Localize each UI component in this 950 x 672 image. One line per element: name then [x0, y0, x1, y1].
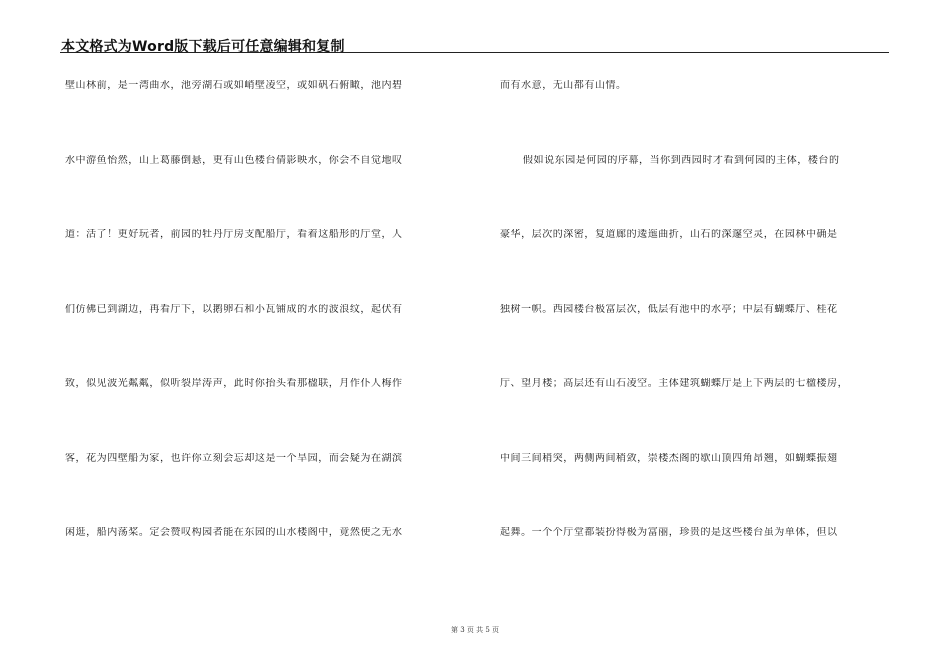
- text-line: 们仿佛已到湖边，再看厅下，以鹅卵石和小瓦铺成的水的波浪纹，起伏有: [65, 303, 403, 315]
- text-line: 壁山林前，是一湾曲水，池旁湖石或如峭壁凌空，或如矾石俯瞰，池内碧: [65, 80, 403, 91]
- text-line: 起舞。一个个厅堂都装扮得极为富丽，珍贵的是这些楼台虽为单体，但以: [500, 527, 838, 538]
- text-line: 道：活了！更好玩者，前园的牡丹厅房支配船厅，看着这船形的厅堂，人: [65, 229, 403, 240]
- text-line: 厅、望月楼；高层还有山石凌空。主体建筑蝴蝶厅是上下两层的七楹楼房，: [500, 378, 849, 389]
- header-divider: [60, 52, 889, 53]
- right-text-column: [500, 80, 890, 602]
- left-text-column: [65, 80, 460, 602]
- paragraph-start-line: 假如说东园是何园的序幕，当你到西园时才看到何园的主体，楼台的: [523, 154, 840, 166]
- text-line: 水中游鱼怡然，山上葛藤倒悬，更有山色楼台倩影映水，你会不自觉地叹: [65, 154, 403, 166]
- text-line: 中间三间稍突，两侧两间稍敛，崇楼杰阁的歇山顶四角昂翘，如蝴蝶振翅: [500, 452, 838, 464]
- text-line: 而有水意，无山都有山情。: [500, 80, 627, 91]
- text-line: 闲逛，船内荡桨。定会赞叹构园者能在东园的山水楼阁中，竟然使之无水: [65, 527, 403, 538]
- document-header-title: 本文格式为Word版下载后可任意编辑和复制: [61, 39, 345, 55]
- text-line: 致，似见波光粼粼，似听裂岸涛声，此时你抬头看那楹联，月作仆人梅作: [65, 378, 403, 389]
- page-number: 第 3 页 共 5 页: [450, 626, 500, 634]
- text-line: 豪华，层次的深密，复道廊的逶迤曲折，山石的深邃空灵，在园林中确是: [500, 229, 838, 240]
- text-line: 独树一帜。西园楼台极富层次，低层有池中的水亭；中层有蝴蝶厅、桂花: [500, 303, 838, 315]
- text-line: 客，花为四壁船为家，也许你立刻会忘却这是一个旱园，而会疑为在湖滨: [65, 452, 403, 464]
